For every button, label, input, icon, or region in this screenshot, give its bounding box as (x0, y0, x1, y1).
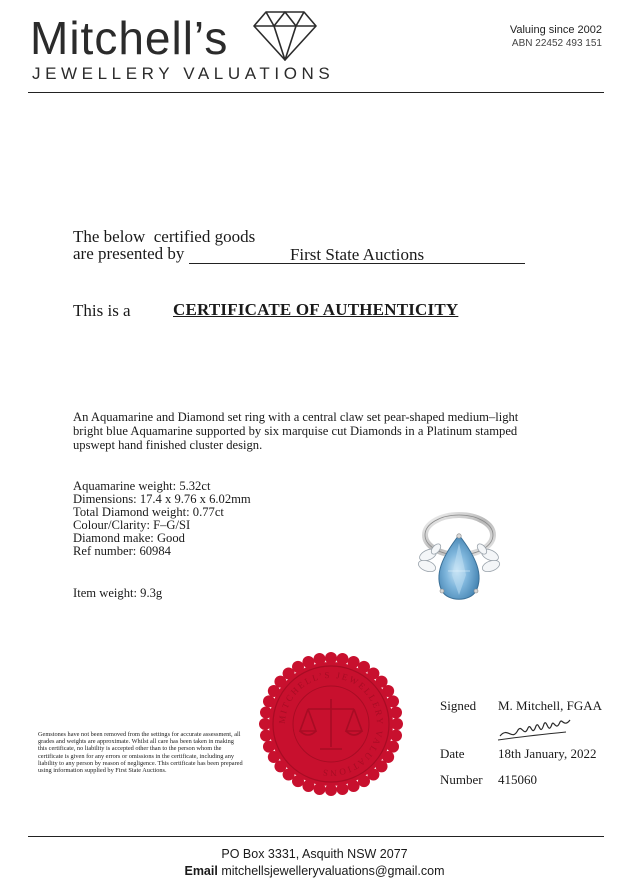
spec-item-weight: Item weight: 9.3g (73, 586, 163, 600)
disclaimer-text: Gemstones have not been removed from the settings for accurate assessment, all grades and weights are approximate. Whilst all care has been taken in making this certificate, no liability is accepted other than to the person whom the certificate is given for any errors or omissions in the certificate, including any liability to any person by reason of negligence. This certificate has been prepared using information supplied by First State Auctions. (38, 731, 243, 775)
presenter-name: First State Auctions (189, 245, 525, 264)
spec-diamond-make: Diamond make: Good (73, 531, 185, 545)
signed-label: Signed (440, 698, 477, 713)
presented-line-2: are presented by (73, 244, 185, 263)
header-divider (28, 92, 604, 93)
brand-subtitle: JEWELLERY VALUATIONS (32, 64, 335, 83)
spec-total-diamond-weight: Total Diamond weight: 0.77ct (73, 505, 224, 519)
signed-value: M. Mitchell, FGAA (498, 698, 602, 713)
footer-address: PO Box 3331, Asquith NSW 2077 (221, 847, 408, 861)
red-wax-seal (258, 651, 404, 797)
seal-ring-text: MITCHELL’S JEWELLERY VALUATIONS (276, 669, 386, 779)
number-label: Number (440, 772, 483, 787)
date-value: 18th January, 2022 (498, 746, 597, 761)
diamond-logo-icon (252, 10, 318, 62)
date-label: Date (440, 746, 465, 761)
footer-email-line (0, 864, 629, 878)
footer-email-label: Email (184, 864, 218, 878)
brand-name: Mitchell’s (30, 12, 229, 64)
footer-email-address[interactable]: mitchellsjewelleryvaluations@gmail.com (221, 864, 445, 878)
number-value: 415060 (498, 772, 537, 787)
spec-aquamarine-weight: Aquamarine weight: 5.32ct (73, 479, 211, 493)
valuing-since: Valuing since 2002 (509, 24, 602, 36)
certificate-title: CERTIFICATE OF AUTHENTICITY (173, 300, 459, 319)
spec-colour-clarity: Colour/Clarity: F–G/SI (73, 518, 191, 532)
spec-dimensions: Dimensions: 17.4 x 9.76 x 6.02mm (73, 492, 251, 506)
footer-divider (28, 836, 604, 837)
item-description: An Aquamarine and Diamond set ring with a central claw set pear-shaped medium–light bright blue Aquamarine supported by six marquise cut Diamonds in a Platinum stamped upswept hand finished cluster design. (73, 410, 519, 452)
handwritten-signature (496, 716, 578, 744)
presented-line-1: The below certified goods (73, 227, 256, 246)
abn-number: ABN 22452 493 151 (511, 38, 602, 49)
spec-ref-number: Ref number: 60984 (73, 544, 171, 558)
ring-image (404, 505, 514, 615)
certificate-prefix: This is a (73, 301, 131, 320)
